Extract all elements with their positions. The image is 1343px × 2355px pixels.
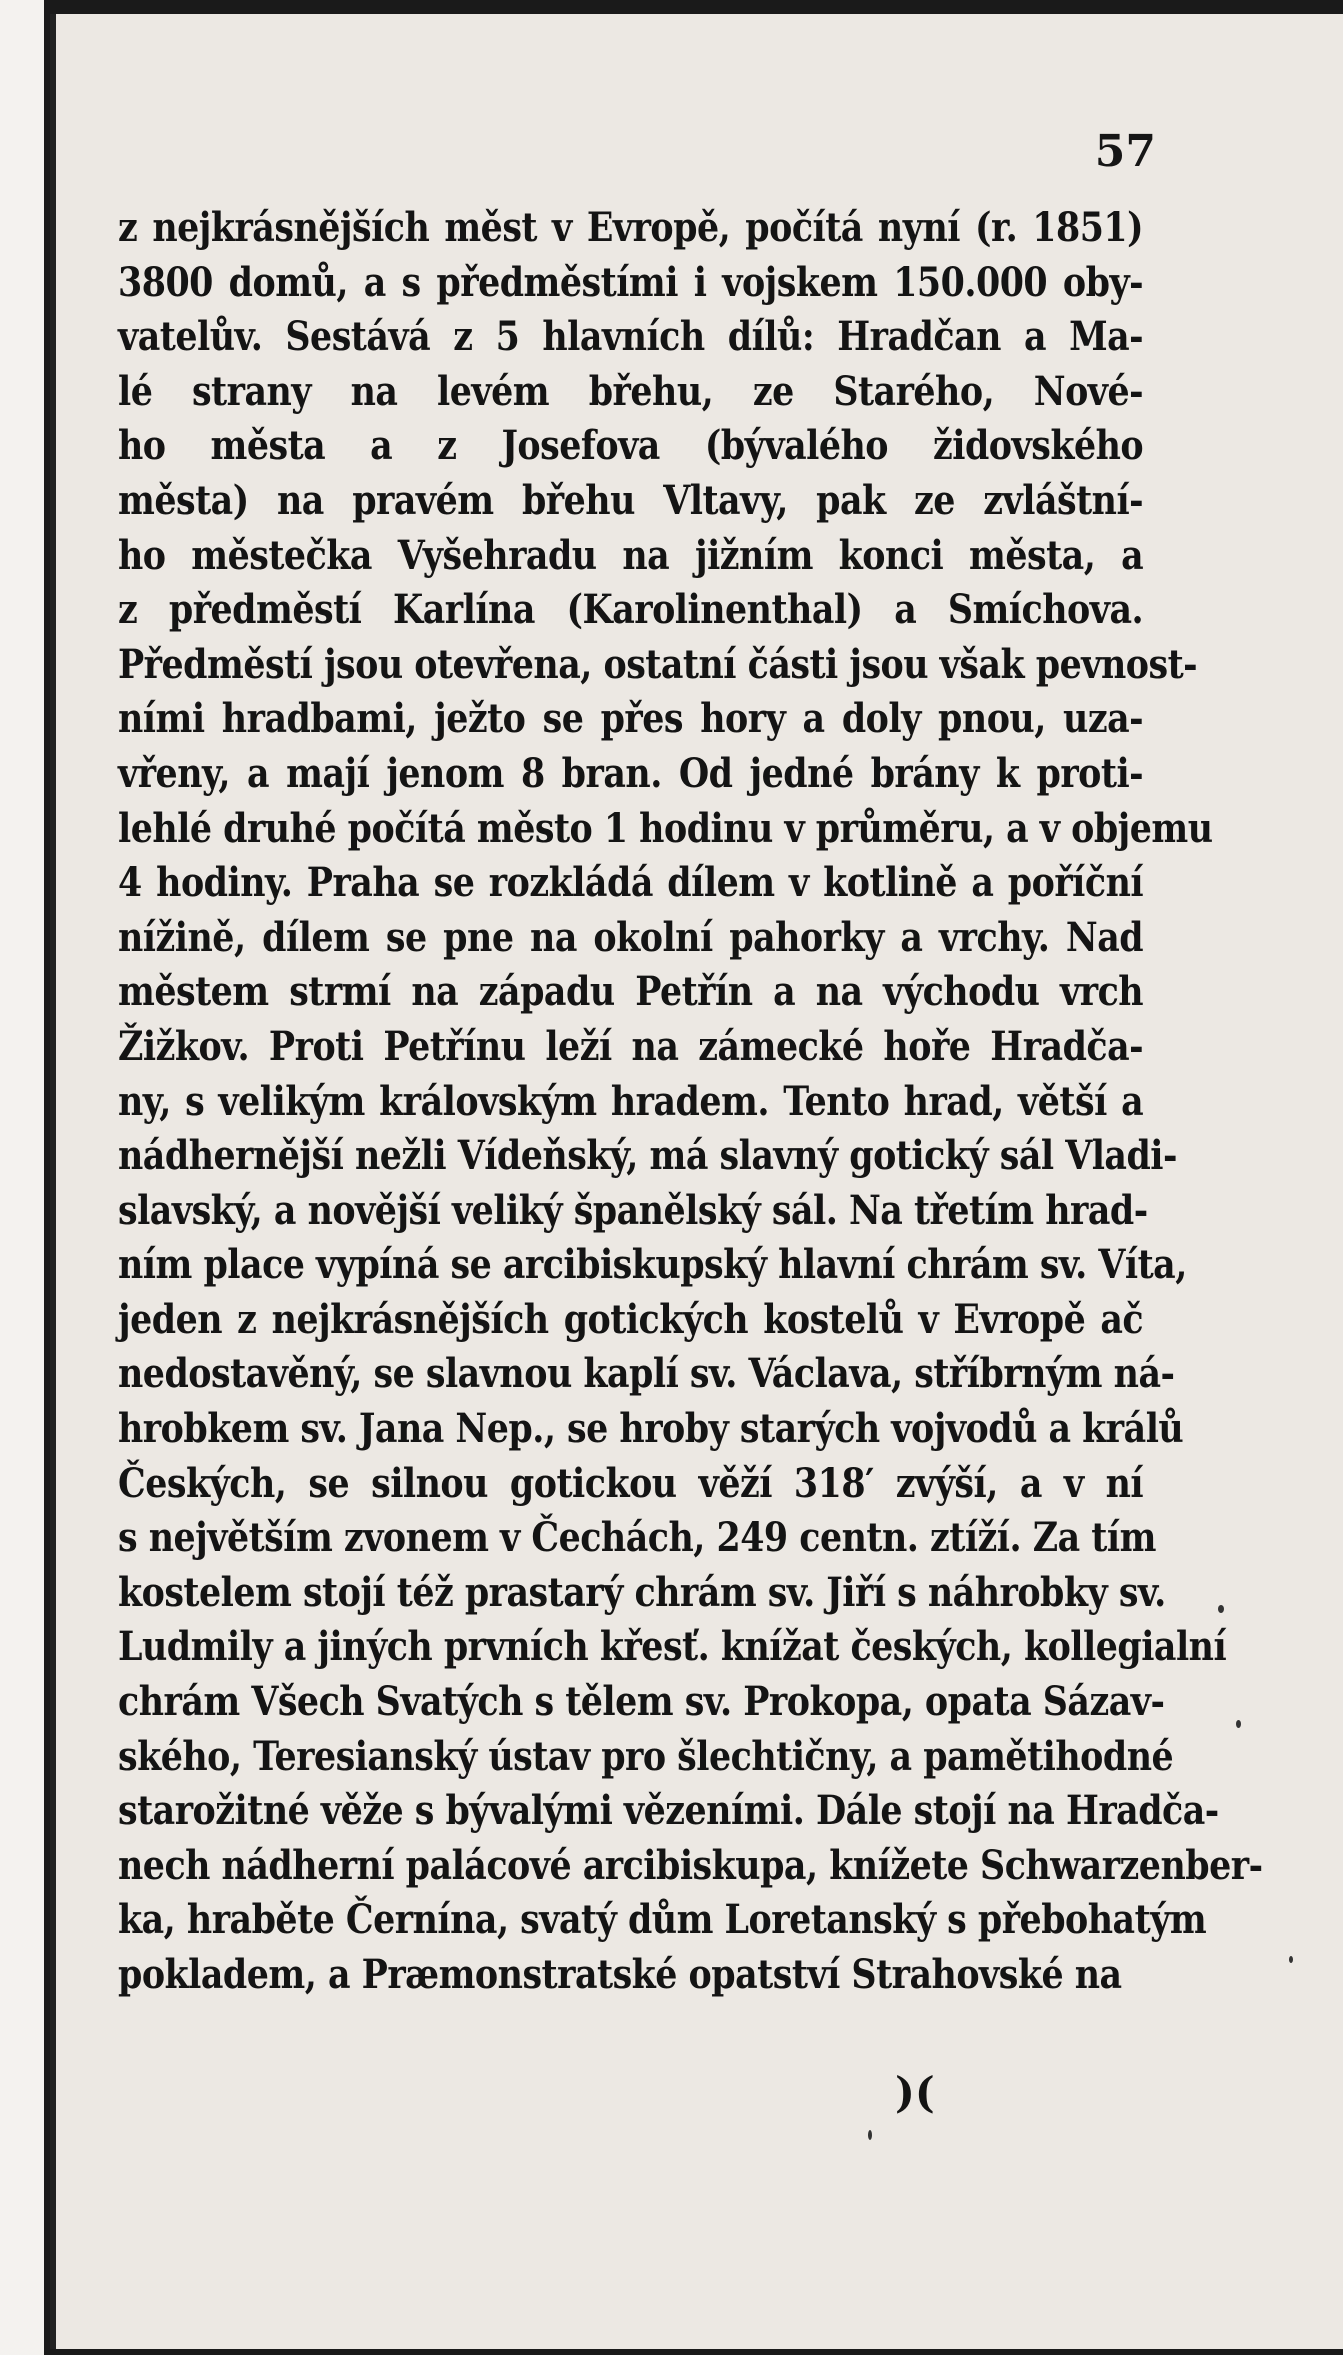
paper-speck — [868, 2130, 872, 2140]
text-line: nech nádherní palácové arcibiskupa, knížete Schwarzenber- — [118, 1840, 1263, 1889]
body-text — [118, 200, 1263, 2002]
paper-speck — [1218, 1605, 1224, 1613]
text-line: nedostavěný, se slavnou kaplí sv. Václava, stříbrným ná- — [118, 1349, 1175, 1398]
text-line: starožitné věže s bývalými vězeními. Dále stojí na Hradča- — [118, 1786, 1219, 1835]
text-line: z předměstí Karlína (Karolinenthal) a Smíchova. — [118, 585, 1144, 634]
text-line: ními hradbami, ježto se přes hory a doly pnou, uza- — [118, 694, 1144, 743]
text-line: hrobkem sv. Jana Nep., se hroby starých vojvodů a králů — [118, 1404, 1184, 1453]
text-line: Ludmily a jiných prvních křesť. knížat českých, kollegialní — [118, 1622, 1227, 1671]
text-line: Předměstí jsou otevřena, ostatní části jsou však pevnost- — [118, 639, 1198, 688]
paper-speck — [1289, 1956, 1293, 1963]
text-line: jeden z nejkrásnějších gotických kostelů v Evropě ač — [118, 1294, 1144, 1343]
signature-mark: )( — [895, 2068, 935, 2117]
text-line: 4 hodiny. Praha se rozkládá dílem v kotlině a poříční — [118, 858, 1144, 907]
text-line: ka, hraběte Černína, svatý dům Loretanský s přebohatým — [118, 1895, 1207, 1944]
text-line: města) na pravém břehu Vltavy, pak ze zvláštní- — [118, 475, 1144, 524]
text-line: Českých, se silnou gotickou věží 318′ zvýší, a v ní — [118, 1458, 1144, 1507]
text-line: nížině, dílem se pne na okolní pahorky a vrchy. Nad — [118, 912, 1144, 961]
text-line: ho města a z Josefova (bývalého židovského — [118, 421, 1144, 470]
text-line: 3800 domů, a s předměstími i vojskem 150.000 oby- — [118, 257, 1144, 306]
text-line: nádhernější nežli Vídeňský, má slavný gotický sál Vladi- — [118, 1131, 1177, 1180]
text-line: ského, Teresianský ústav pro šlechtičny, a pamětihodné — [118, 1731, 1174, 1780]
text-line: kostelem stojí též prastarý chrám sv. Jiří s náhrobky sv. — [118, 1567, 1166, 1616]
text-line: vatelův. Sestává z 5 hlavních dílů: Hradčan a Ma- — [118, 312, 1144, 361]
text-line: ho městečka Vyšehradu na jižním konci města, a — [118, 530, 1144, 579]
paper-speck — [1236, 1720, 1241, 1728]
text-line: městem strmí na západu Petřín a na východu vrch — [118, 967, 1144, 1016]
text-line: pokladem, a Præmonstratské opatství Strahovské na — [118, 1950, 1122, 1998]
text-line: lehlé druhé počítá město 1 hodinu v průměru, a v objemu — [118, 803, 1213, 852]
text-line: vřeny, a mají jenom 8 bran. Od jedné brány k proti- — [118, 748, 1144, 797]
text-line: ním place vypíná se arcibiskupský hlavní chrám sv. Víta, — [118, 1240, 1187, 1289]
text-line: chrám Všech Svatých s tělem sv. Prokopa, opata Sázav- — [118, 1677, 1165, 1726]
text-line: Žižkov. Proti Petřínu leží na zámecké hoře Hradča- — [118, 1021, 1144, 1070]
text-line: lé strany na levém břehu, ze Starého, Nové- — [118, 366, 1144, 415]
text-line: z nejkrásnějších měst v Evropě, počítá nyní (r. 1851) — [118, 203, 1144, 251]
page-margin-strip — [0, 0, 44, 2355]
text-line: s největším zvonem v Čechách, 249 centn. ztíží. Za tím — [118, 1513, 1156, 1562]
page-number: 57 — [1094, 126, 1156, 177]
text-line: slavský, a novější veliký španělský sál. Na třetím hrad- — [118, 1185, 1148, 1234]
text-line: ny, s velikým královským hradem. Tento hrad, větší a — [118, 1076, 1144, 1125]
